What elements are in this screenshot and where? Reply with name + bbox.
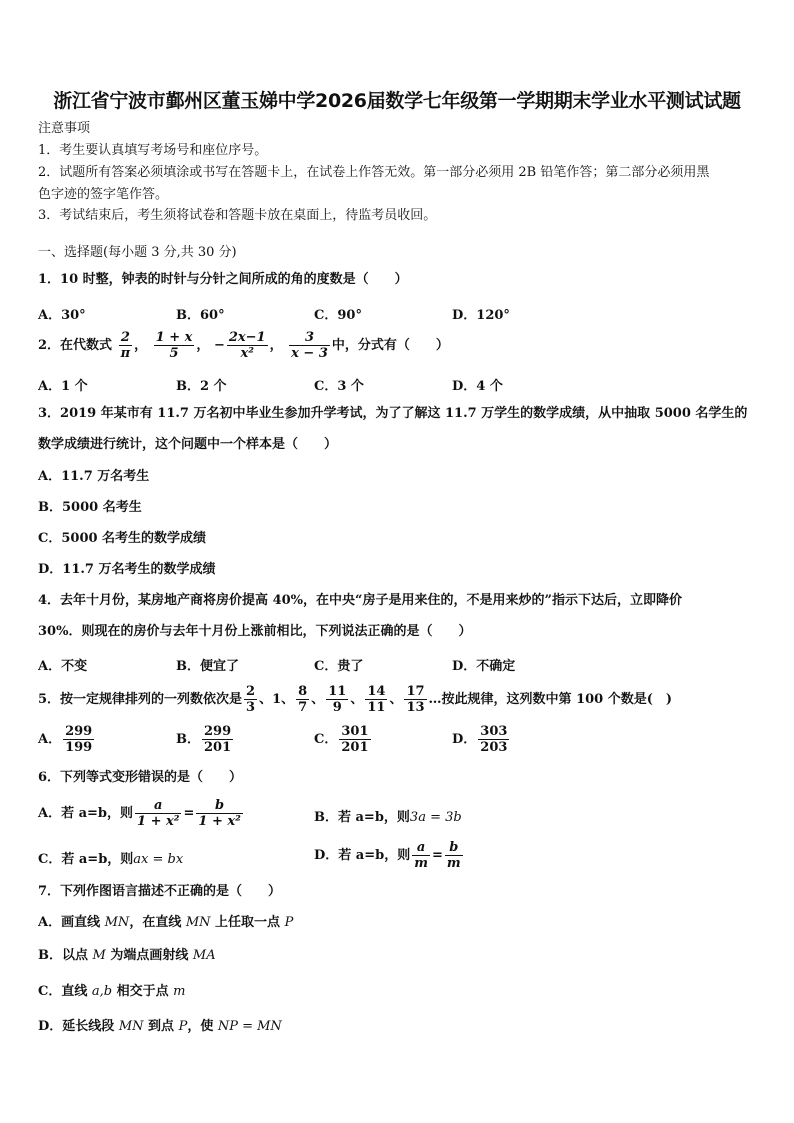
q4-option-c: C．贵了: [314, 659, 364, 674]
q2-suffix: 中，分式有（ ）: [331, 338, 449, 353]
q5-option-d: D． $\frac{303}{203}$: [452, 724, 508, 755]
q4-option-d: D．不确定: [452, 659, 516, 674]
q2-option-b: B．2 个: [176, 379, 227, 394]
q7-option-b: B．以点 M 为端点画射线 MA: [38, 948, 216, 963]
q7-stem: 7．下列作图语言描述不正确的是（ ）: [38, 884, 282, 899]
q6-option-b: B．若 a=b，则3a = 3b: [314, 810, 462, 825]
q6-option-d: D．若 a=b，则 $\frac{a}{m}$ = $\frac{b}{m}$: [314, 840, 461, 871]
notice-item-1: 1．考生要认真填写考场号和座位序号。: [38, 143, 268, 158]
q4-option-b: B．便宜了: [176, 659, 239, 674]
page-title: 浙江省宁波市鄞州区董玉娣中学2026届数学七年级第一学期期末学业水平测试试题: [53, 90, 741, 112]
q2-fraction-3: $\frac{2x-1}{\text{x²}}$: [228, 330, 266, 361]
q2-fraction-1: $\frac{2}{\pi}$: [120, 330, 131, 361]
q4-stem-line-2: 30%．则现在的房价与去年十月份上涨前相比，下列说法正确的是（ ）: [38, 624, 472, 639]
q5-option-b: B． $\frac{299}{201}$: [176, 724, 232, 755]
notice-item-3: 3．考试结束后，考生须将试卷和答题卡放在桌面上，待监考员收回。: [38, 208, 437, 223]
q4-option-a: A．不变: [38, 659, 88, 674]
q3-option-a: A．11.7 万名考生: [38, 469, 150, 484]
q5-option-c: C． $\frac{301}{201}$: [314, 724, 369, 755]
q3-option-c: C．5000 名考生的数学成绩: [38, 531, 207, 546]
q6-option-c: C．若 a=b，则ax = bx: [38, 852, 184, 867]
q1-option-a: A．30°: [38, 308, 86, 323]
q5-stem: 5．按一定规律排列的一列数依次是 $\frac{2}{3}$ 、1、 $\frac{8}{7}$ 、 $\frac{11}{9}$ 、 $\frac{14}{11}$ 、 $\frac{17}{13}$ …按此规律，这列数中第 100 个数是( ): [38, 684, 673, 715]
q2-stem: 2．在代数式 $\frac{2}{\pi}$ ， $\frac{1 + x}{5}$ ， − $\frac{2x-1}{\text{x²}}$ ， $\frac{3}{x - 3}$ 中，分式有（ ）: [38, 330, 449, 361]
q4-stem-line-1: 4．去年十月份，某房地产商将房价提高 40%，在中央“房子是用来住的，不是用来炒的”指示下达后，立即降价: [38, 593, 682, 608]
q2-fraction-2: $\frac{1 + x}{5}$: [155, 330, 193, 361]
q6-option-a: A．若 a=b，则 $\frac{a}{\text{1 + x²}}$ = $\frac{b}{\text{1 + x²}}$: [38, 798, 241, 829]
q3-stem-line-1: 3．2019 年某市有 11.7 万名初中毕业生参加升学考试，为了了解这 11.7 万学生的数学成绩，从中抽取 5000 名学生的: [38, 406, 748, 421]
q5-term-2: 1: [272, 692, 282, 707]
q1-option-c: C．90°: [314, 308, 362, 323]
q5-prefix: 5．按一定规律排列的一列数依次是: [38, 692, 243, 707]
q1-stem: 1．10 时整，钟表的时针与分针之间所成的角的度数是（ ）: [38, 272, 408, 287]
q5-term-5: $\frac{14}{11}$: [367, 684, 386, 715]
q5-term-4: $\frac{11}{9}$: [328, 684, 347, 715]
q3-option-b: B．5000 名考生: [38, 500, 142, 515]
notice-item-2-cont: 色字迹的签字笔作答。: [38, 187, 169, 202]
q1-option-d: D．120°: [452, 308, 510, 323]
q2-option-a: A．1 个: [38, 379, 88, 394]
q6-stem: 6．下列等式变形错误的是（ ）: [38, 770, 243, 785]
q2-option-c: C．3 个: [314, 379, 364, 394]
section-heading: 一、选择题(每小题 3 分,共 30 分): [38, 245, 237, 260]
q5-term-1: $\frac{2}{3}$: [246, 684, 256, 715]
q3-option-d: D．11.7 万名考生的数学成绩: [38, 562, 216, 577]
notice-heading: 注意事项: [38, 121, 91, 136]
q5-term-6: $\frac{17}{13}$: [406, 684, 425, 715]
q2-prefix: 2．在代数式: [38, 338, 113, 353]
q2-minus: −: [213, 338, 225, 353]
q2-fraction-4: $\frac{3}{x - 3}$: [291, 330, 328, 361]
q2-option-d: D．4 个: [452, 379, 503, 394]
q5-option-a: A． $\frac{299}{199}$: [38, 724, 93, 755]
q7-option-a: A．画直线 MN，在直线 MN 上任取一点 P: [38, 915, 294, 930]
q7-option-d: D．延长线段 MN 到点 P，使 NP = MN: [38, 1019, 282, 1034]
q3-stem-line-2: 数学成绩进行统计，这个问题中一个样本是（ ）: [38, 437, 338, 452]
q1-option-b: B．60°: [176, 308, 225, 323]
q5-term-3: $\frac{8}{7}$: [298, 684, 308, 715]
q7-option-c: C．直线 a,b 相交于点 m: [38, 984, 186, 999]
q5-suffix: …按此规律，这列数中第 100 个数是( ): [428, 692, 673, 707]
notice-item-2: 2．试题所有答案必须填涂或书写在答题卡上，在试卷上作答无效。第一部分必须用 2B 铅笔作答；第二部分必须用黑: [38, 165, 710, 180]
